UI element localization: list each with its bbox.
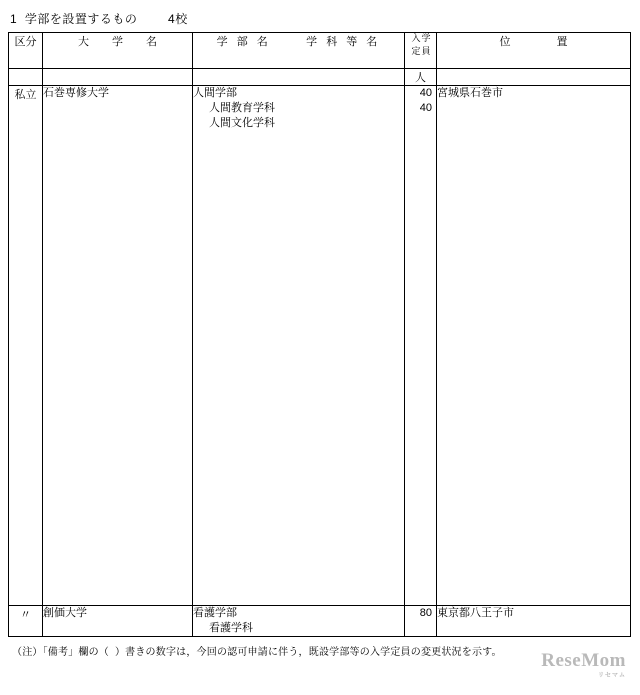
column-header-capacity xyxy=(405,33,437,69)
cell-capacity xyxy=(405,86,437,606)
unit-cell-university xyxy=(43,69,193,86)
table-row xyxy=(9,606,631,637)
cell-university xyxy=(43,606,193,637)
watermark-text: ReseMom xyxy=(541,650,626,671)
column-header-capacity-line1: 入 xyxy=(410,33,421,42)
cell-location xyxy=(437,606,631,637)
column-header-capacity-line3: 学 xyxy=(420,33,431,42)
column-header-kubun: 区分 xyxy=(9,33,43,69)
unit-cell-location xyxy=(437,69,631,86)
table-row xyxy=(9,86,631,606)
department-name: 人間教育学科 xyxy=(209,102,275,114)
watermark xyxy=(541,650,626,679)
unit-cell-capacity: 人 xyxy=(405,69,437,86)
capacity-value: 40 xyxy=(419,87,432,99)
unit-cell-faculty xyxy=(193,69,405,86)
column-header-location: 位 置 xyxy=(437,33,631,69)
watermark-subtext: リセマム xyxy=(598,673,626,679)
cell-location xyxy=(437,86,631,606)
location-value: 東京都八王子市 xyxy=(437,607,514,619)
capacity-value: 40 xyxy=(419,102,432,114)
table-unit-row xyxy=(9,69,631,86)
university-table xyxy=(8,32,631,637)
column-header-faculty: 学 部 名 xyxy=(216,36,271,48)
cell-faculty xyxy=(193,606,405,637)
cell-kubun: 〃 xyxy=(9,606,43,637)
department-name: 人間文化学科 xyxy=(209,117,275,129)
university-name: 石巻専修大学 xyxy=(43,87,109,99)
column-header-capacity-line4: 員 xyxy=(420,45,431,55)
faculty-name: 人間学部 xyxy=(193,87,237,99)
table-header-row xyxy=(9,33,631,69)
cell-faculty xyxy=(193,86,405,606)
cell-capacity xyxy=(405,606,437,637)
column-header-department: 学 科 等 名 xyxy=(306,36,381,48)
cell-kubun: 私立 xyxy=(9,86,43,606)
unit-cell-kubun xyxy=(9,69,43,86)
location-value: 宮城県石巻市 xyxy=(437,87,503,99)
faculty-name: 看護学部 xyxy=(193,607,237,619)
page-title: 1 学部を設置するもの 4校 xyxy=(10,12,188,26)
capacity-value: 80 xyxy=(419,607,432,619)
column-header-capacity-line2: 定 xyxy=(410,45,421,55)
university-name: 創価大学 xyxy=(43,607,87,619)
cell-university xyxy=(43,86,193,606)
column-header-university: 大 学 名 xyxy=(43,33,193,69)
footnote: （注）「備考」欄の（ ）書きの数字は，今回の認可申請に伴う，既設学部等の入学定員の変更状況を示す。 xyxy=(12,647,502,658)
department-name: 看護学科 xyxy=(209,622,253,634)
column-header-faculty-department xyxy=(193,33,405,69)
